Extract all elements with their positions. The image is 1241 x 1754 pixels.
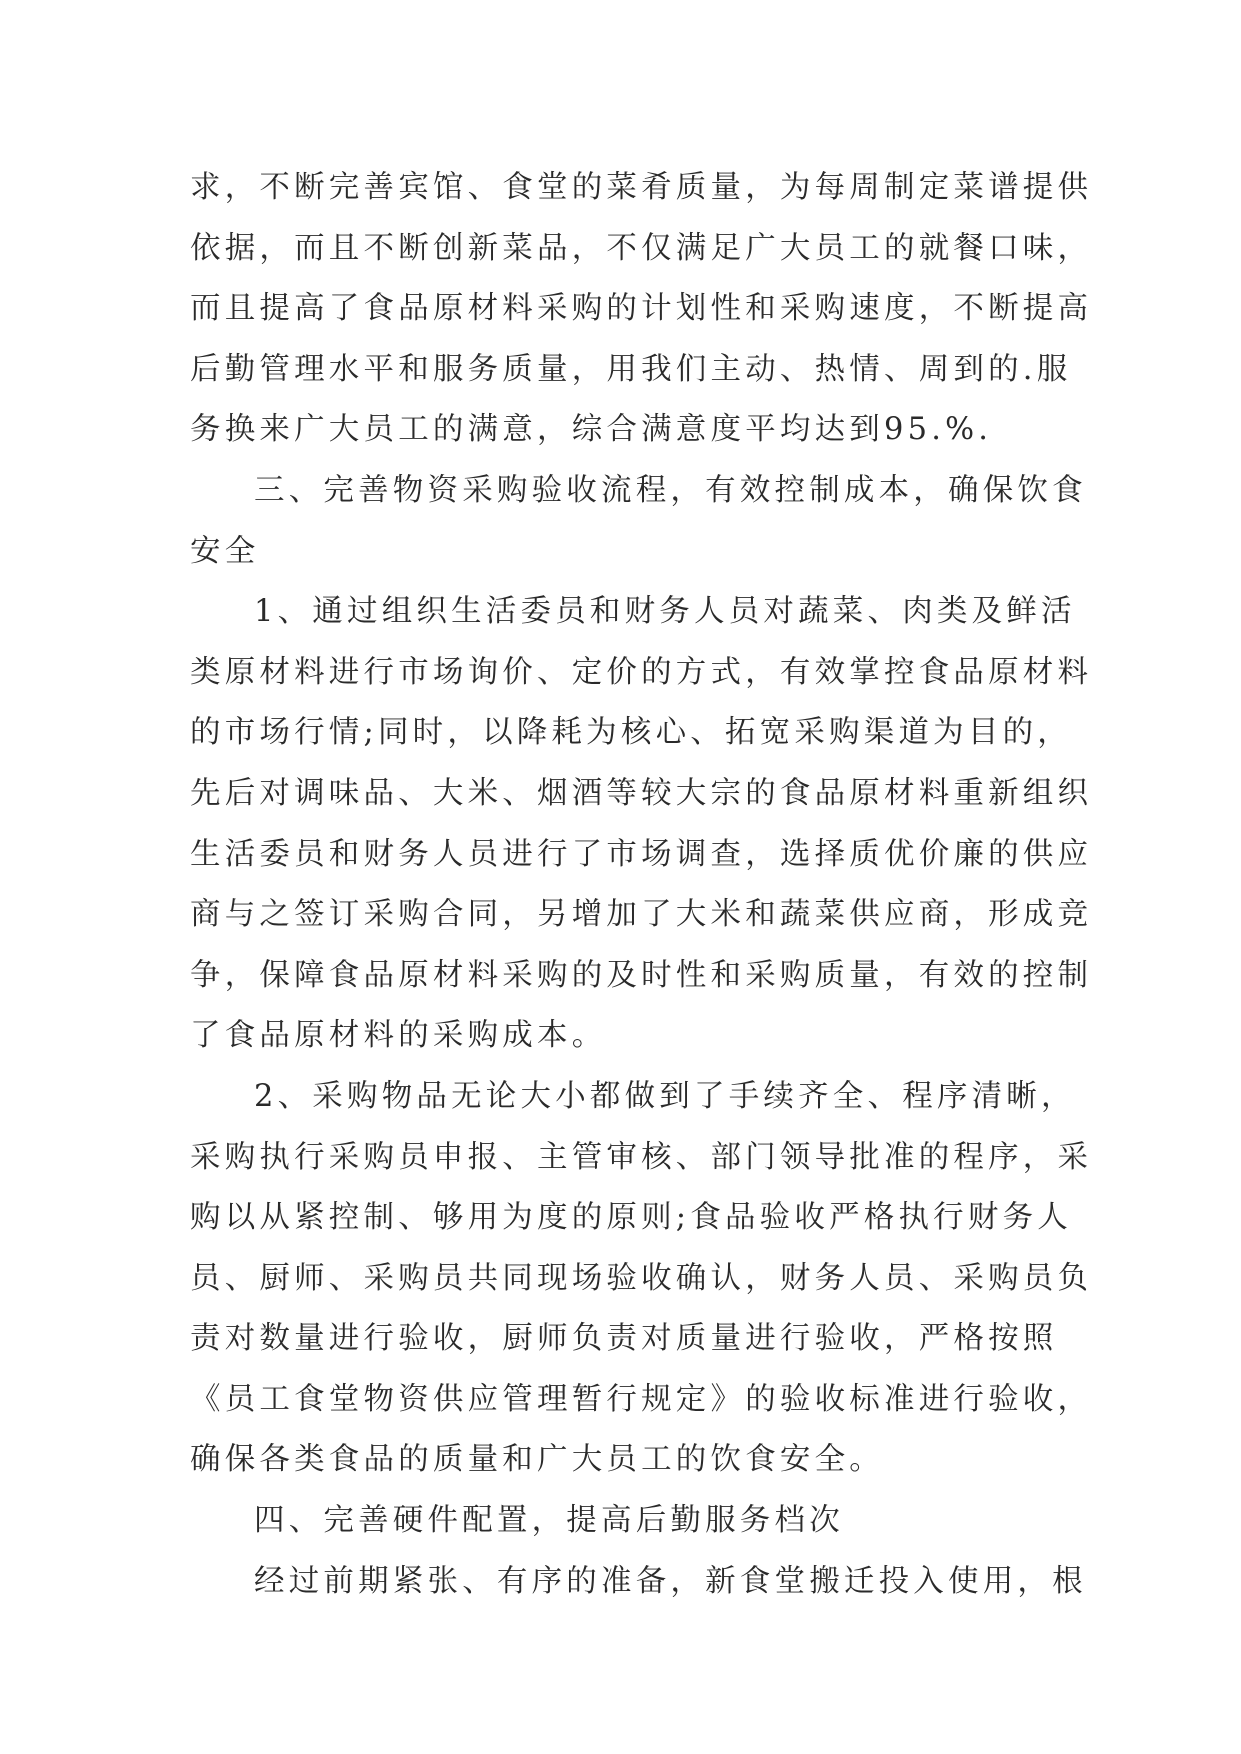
text-line: 《员工食堂物资供应管理暂行规定》的验收标准进行验收， [190, 1381, 1093, 1417]
text-line: 求，不断完善宾馆、食堂的菜肴质量，为每周制定菜谱提供 [190, 170, 1093, 205]
text-line: 的市场行情;同时，以降耗为核心、拓宽采购渠道为目的， [190, 715, 1072, 751]
paragraph-2-start: 2、采购物品无论大小都做到了手续齐全、程序清晰， [254, 1078, 1076, 1114]
text-line: 务换来广大员工的满意，综合满意度平均达到95.%. [190, 412, 993, 448]
document-body [190, 158, 1093, 1612]
text-line: 确保各类食品的质量和广大员工的饮食安全。 [190, 1442, 884, 1478]
text-line: 责对数量进行验收，厨师负责对质量进行验收，严格按照 [190, 1321, 1058, 1357]
text-line: 购以从紧控制、够用为度的原则;食品验收严格执行财务人 [190, 1200, 1072, 1236]
text-line: 依据，而且不断创新菜品，不仅满足广大员工的就餐口味， [190, 230, 1093, 266]
text-line: 生活委员和财务人员进行了市场调查，选择质优价廉的供应 [190, 836, 1093, 872]
text-line: 了食品原材料的采购成本。 [190, 1018, 607, 1054]
paragraph-1-start: 1、通过组织生活委员和财务人员对蔬菜、肉类及鲜活 [254, 594, 1076, 630]
section-heading-3-cont: 安全 [190, 533, 260, 569]
text-line: 先后对调味品、大米、烟酒等较大宗的食品原材料重新组织 [190, 775, 1093, 811]
text-line: 争，保障食品原材料采购的及时性和采购质量，有效的控制 [190, 957, 1093, 993]
text-line: 商与之签订采购合同，另增加了大米和蔬菜供应商，形成竞 [190, 897, 1093, 933]
section-heading-3: 三、完善物资采购验收流程，有效控制成本，确保饮食 [254, 472, 1087, 508]
section-heading-4: 四、完善硬件配置，提高后勤服务档次 [254, 1503, 844, 1539]
text-line: 类原材料进行市场询价、定价的方式，有效掌控食品原材料 [190, 654, 1093, 690]
text-line: 员、厨师、采购员共同现场验收确认，财务人员、采购员负 [190, 1260, 1093, 1296]
text-line: 后勤管理水平和服务质量，用我们主动、热情、周到的.服 [190, 351, 1072, 387]
text-line: 采购执行采购员申报、主管审核、部门领导批准的程序，采 [190, 1139, 1093, 1175]
paragraph-3-start: 经过前期紧张、有序的准备，新食堂搬迁投入使用，根 [254, 1563, 1087, 1599]
text-line: 而且提高了食品原材料采购的计划性和采购速度，不断提高 [190, 291, 1093, 327]
